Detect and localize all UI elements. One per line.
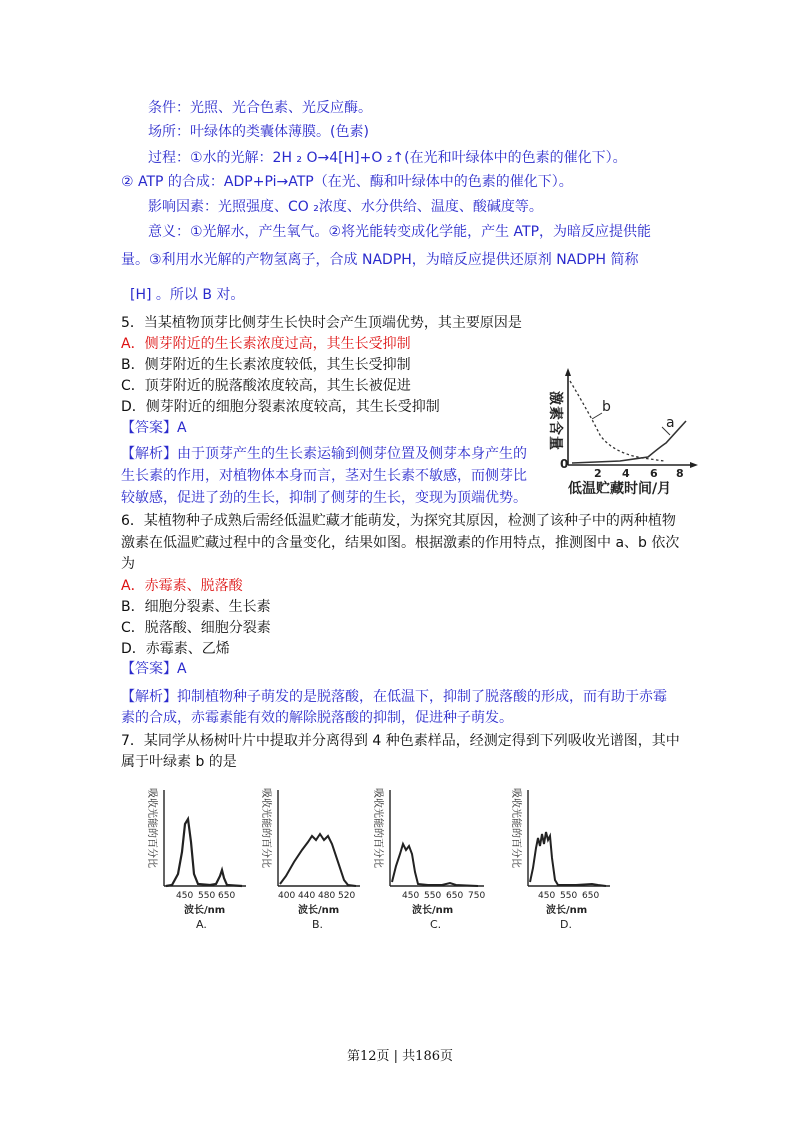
svg-text:450: 450	[538, 891, 556, 901]
hormone-origin: 0	[560, 457, 569, 471]
spectrum-b-name: B.	[312, 918, 324, 931]
spectrum-d	[506, 782, 618, 932]
hormone-tick-4: 4	[622, 467, 630, 480]
spectrum-b	[256, 782, 368, 932]
q5-option-c: C．顶芽附近的脱落酸浓度较高，其生长被促进	[121, 378, 411, 394]
spectrum-a	[142, 782, 254, 932]
q6-analysis-1: 【解析】抑制植物种子萌发的是脱落酸，在低温下，抑制了脱落酸的形成，而有助于赤霉	[121, 689, 667, 705]
svg-text:650: 650	[218, 891, 236, 901]
q6-option-c: C．脱落酸、细胞分裂素	[121, 620, 271, 636]
spectrum-a-ylabel: 吸收光能的百分比	[146, 788, 157, 868]
q6-option-b: B．细胞分裂素、生长素	[121, 599, 271, 615]
svg-text:550: 550	[424, 891, 442, 901]
explain-meaning: 意义：①光解水，产生氧气。②将光能转变成化学能，产生 ATP，为暗反应提供能	[148, 224, 652, 240]
q6-stem-2: 激素在低温贮藏过程中的含量变化，结果如图。根据激素的作用特点，推测图中 a、b 依次	[121, 535, 680, 551]
hormone-label-b: b	[602, 399, 611, 415]
spectrum-b-curve	[280, 834, 356, 886]
svg-text:450: 450	[176, 891, 194, 901]
spectrum-d-xlabel: 波长/nm	[546, 905, 588, 916]
hormone-curve-b	[570, 381, 664, 461]
q7-stem-1: 7．某同学从杨树叶片中提取并分离得到 4 种色素样品，经测定得到下列吸收光谱图，其中	[121, 733, 680, 749]
hormone-chart	[540, 365, 700, 500]
svg-text:650: 650	[446, 891, 464, 901]
svg-text:650: 650	[582, 891, 600, 901]
spectrum-c-xlabel: 波长/nm	[412, 905, 454, 916]
svg-text:480: 480	[318, 891, 336, 901]
hormone-tick-2: 2	[594, 467, 602, 480]
spectrum-d-ylabel: 吸收光能的百分比	[510, 788, 521, 868]
hormone-tick-8: 8	[676, 467, 684, 480]
svg-text:400: 400	[278, 891, 296, 901]
spectrum-d-name: D.	[560, 918, 572, 931]
explain-condition: 条件：光照、光合色素、光反应酶。	[148, 100, 372, 116]
spectrum-c-name: C.	[430, 918, 442, 931]
svg-text:750: 750	[468, 891, 486, 901]
explain-meaning-cont: 量。③利用水光解的产物氢离子，合成 NADPH，为暗反应提供还原剂 NADPH 简称	[121, 252, 639, 268]
explain-conclusion: [H] 。所以 B 对。	[130, 287, 245, 303]
q6-option-a: A．赤霉素、脱落酸	[121, 578, 243, 594]
q5-option-d: D．侧芽附近的细胞分裂素浓度较高，其生长受抑制	[121, 399, 440, 415]
svg-text:550: 550	[560, 891, 578, 901]
svg-text:450: 450	[402, 891, 420, 901]
q6-answer: 【答案】A	[121, 661, 187, 677]
q5-option-b: B．侧芽附近的生长素浓度较低，其生长受抑制	[121, 357, 411, 373]
hormone-label-a: a	[666, 415, 675, 431]
hormone-x-label: 低温贮藏时间/月	[568, 481, 672, 497]
spectrum-b-ylabel: 吸收光能的百分比	[260, 788, 271, 868]
q5-analysis-3: 较敏感，促进了劲的生长，抑制了侧芽的生长，变现为顶端优势。	[121, 490, 527, 506]
explain-process: 过程：①水的光解：2H ₂ O→4[H]+O ₂↑(在光和叶绿体中的色素的催化下）。	[148, 150, 627, 166]
page-footer: 第12页 | 共186页	[347, 1049, 453, 1064]
q6-option-d: D．赤霉素、乙烯	[121, 641, 230, 657]
q6-stem-1: 6．某植物种子成熟后需经低温贮藏才能萌发，为探究其原因，检测了该种子中的两种植物	[121, 513, 676, 529]
spectrum-a-xlabel: 波长/nm	[184, 905, 226, 916]
spectrum-d-curve	[530, 832, 606, 886]
q5-analysis-1: 【解析】由于顶芽产生的生长素运输到侧芽位置及侧芽本身产生的	[121, 446, 527, 462]
explain-location: 场所：叶绿体的类囊体薄膜。(色素)	[148, 124, 369, 140]
q6-stem-3: 为	[121, 556, 135, 572]
hormone-leader-b	[592, 413, 602, 419]
q5-answer: 【答案】A	[121, 420, 187, 436]
hormone-tick-6: 6	[650, 467, 658, 480]
q5-stem: 5．当某植物顶芽比侧芽生长快时会产生顶端优势，其主要原因是	[121, 315, 522, 331]
explain-atp: ② ATP 的合成：ADP+Pi→ATP（在光、酶和叶绿体中的色素的催化下）。	[121, 174, 573, 190]
q5-option-a: A．侧芽附近的生长素浓度过高，其生长受抑制	[121, 336, 411, 352]
spectrum-c-ylabel: 吸收光能的百分比	[372, 788, 383, 868]
hormone-y-label: 激素含量	[547, 391, 563, 451]
q6-analysis-2: 素的合成，赤霉素能有效的解除脱落酸的抑制，促进种子萌发。	[121, 710, 513, 726]
spectrum-a-curve	[166, 819, 242, 886]
explain-factors: 影响因素：光照强度、CO ₂浓度、水分供给、温度、酸碱度等。	[148, 199, 543, 215]
svg-text:520: 520	[338, 891, 356, 901]
spectrum-c	[368, 782, 492, 932]
spectrum-a-name: A.	[196, 918, 207, 931]
svg-text:440: 440	[298, 891, 316, 901]
q5-analysis-2: 生长素的作用，对植物体本身而言，茎对生长素不敏感，而侧芽比	[121, 468, 527, 484]
q7-stem-2: 属于叶绿素 b 的是	[121, 754, 237, 770]
spectrum-c-curve	[392, 844, 478, 886]
spectrum-b-xlabel: 波长/nm	[298, 905, 340, 916]
svg-text:550: 550	[198, 891, 216, 901]
